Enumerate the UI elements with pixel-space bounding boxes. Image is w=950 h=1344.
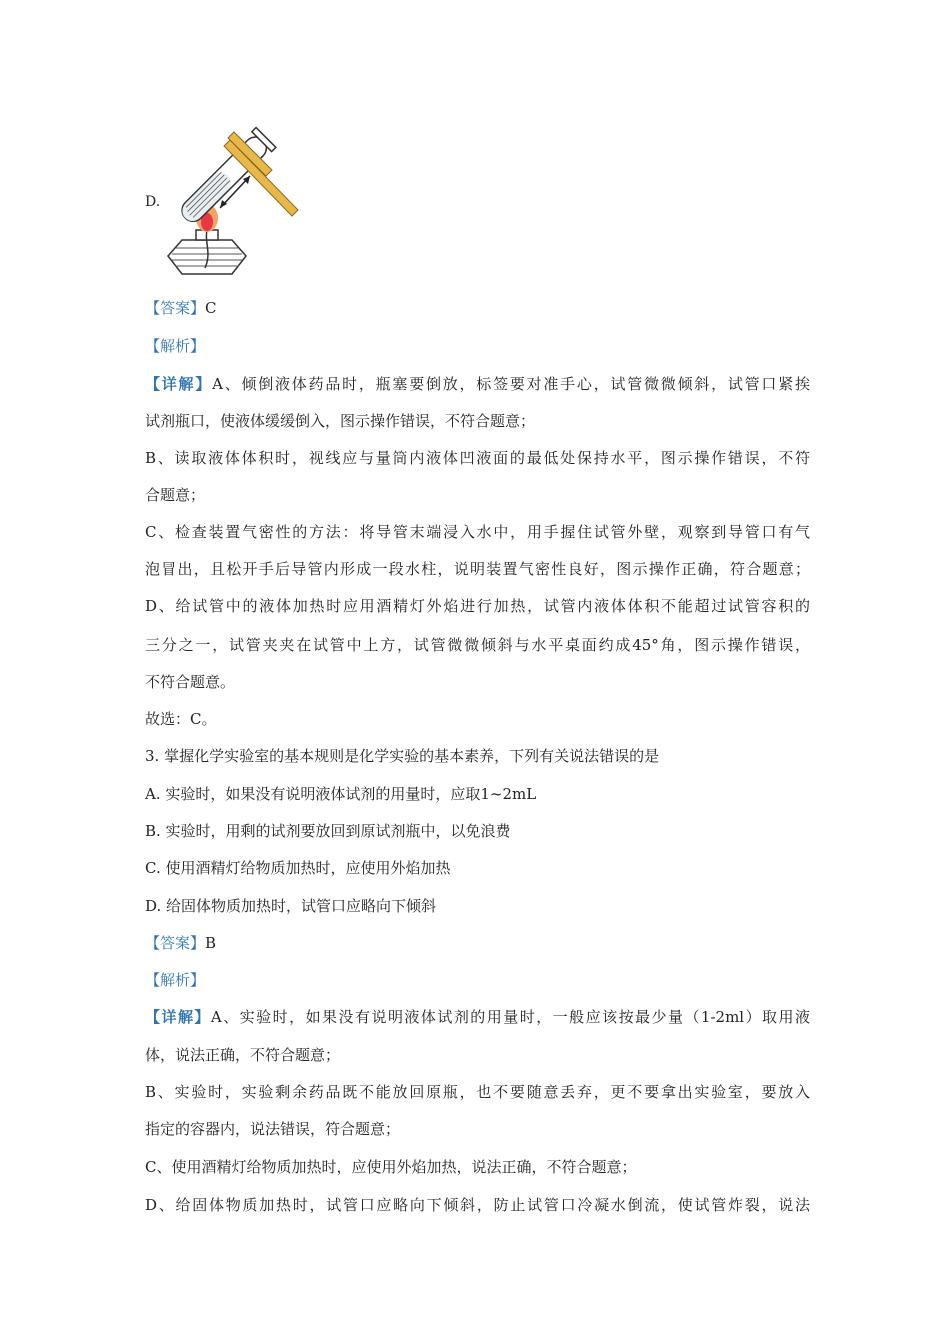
q2-answer-line [145, 298, 810, 318]
paragraph-line: B、实验时，实验剩余药品既不能放回原瓶，也不要随意丢弃，更不要拿出实验室，要放入 [145, 1083, 810, 1101]
option-c: C. 使用酒精灯给物质加热时，应使用外焰加热 [145, 859, 451, 877]
analysis-tag: 【解析】 [145, 337, 206, 355]
paragraph-line: 试剂瓶口，使液体缓缓倒入，图示操作错误，不符合题意； [145, 412, 536, 430]
paragraph-line: B、读取液体体积时，视线应与量筒内液体凹液面的最低处保持水平，图示操作错误，不符 [145, 449, 810, 467]
q3-analysis-line [145, 970, 810, 990]
q3-answer-line [145, 933, 810, 953]
option-d-label: D. [145, 194, 161, 210]
paragraph-line: 故选：C。 [145, 710, 217, 728]
paragraph-line: 三分之一，试管夹夹在试管中上方，试管微微倾斜与水平桌面约成45°角，图示操作错误， [145, 636, 810, 654]
detail-text: A、倾倒液体药品时，瓶塞要倒放，标签要对准手心，试管微微倾斜，试管口紧挨 [212, 375, 810, 393]
option-d: D. 给固体物质加热时，试管口应略向下倾斜 [145, 897, 437, 915]
q2-detail-line [145, 374, 810, 394]
paragraph-line: 体，说法正确，不符合题意； [145, 1046, 341, 1064]
paragraph-line: 合题意； [145, 486, 206, 504]
question-3-stem: 3. 掌握化学实验室的基本规则是化学实验的基本素养，下列有关说法错误的是 [145, 747, 660, 765]
answer-value: B [205, 934, 217, 952]
option-a: A. 实验时，如果没有说明液体试剂的用量时，应取1~2mL [145, 785, 537, 803]
paragraph-line: 不符合题意。 [145, 673, 236, 691]
analysis-tag: 【解析】 [145, 971, 206, 989]
paragraph-line: C、使用酒精灯给物质加热时，应使用外焰加热，说法正确，不符合题意； [145, 1158, 637, 1176]
answer-tag: 【答案】 [145, 934, 206, 952]
paragraph-line: 泡冒出，且松开手后导管内形成一段水柱，说明装置气密性良好，图示操作正确，符合题意； [145, 560, 810, 578]
paragraph-line: C、检查装置气密性的方法：将导管末端浸入水中，用手握住试管外壁，观察到导管口有气 [145, 523, 810, 541]
q2-analysis-line [145, 336, 810, 356]
option-b: B. 实验时，用剩的试剂要放回到原试剂瓶中，以免浪费 [145, 822, 511, 840]
paragraph-line: D、给试管中的液体加热时应用酒精灯外焰进行加热，试管内液体体积不能超过试管容积的 [145, 597, 810, 615]
answer-tag: 【答案】 [145, 299, 206, 317]
answer-value: C [205, 299, 217, 317]
paragraph-line: D、给固体物质加热时，试管口应略向下倾斜，防止试管口冷凝水倒流，使试管炸裂，说法 [145, 1196, 810, 1214]
detail-tag: 【详解】 [145, 375, 213, 393]
heating-test-tube-figure [160, 122, 310, 282]
q3-detail-line [145, 1007, 810, 1027]
paragraph-line: 指定的容器内，说法错误，符合题意； [145, 1120, 401, 1138]
detail-tag: 【详解】 [145, 1008, 211, 1026]
detail-text: A、实验时，如果没有说明液体试剂的用量时，一般应该按最少量（1-2ml）取用液 [210, 1008, 810, 1026]
